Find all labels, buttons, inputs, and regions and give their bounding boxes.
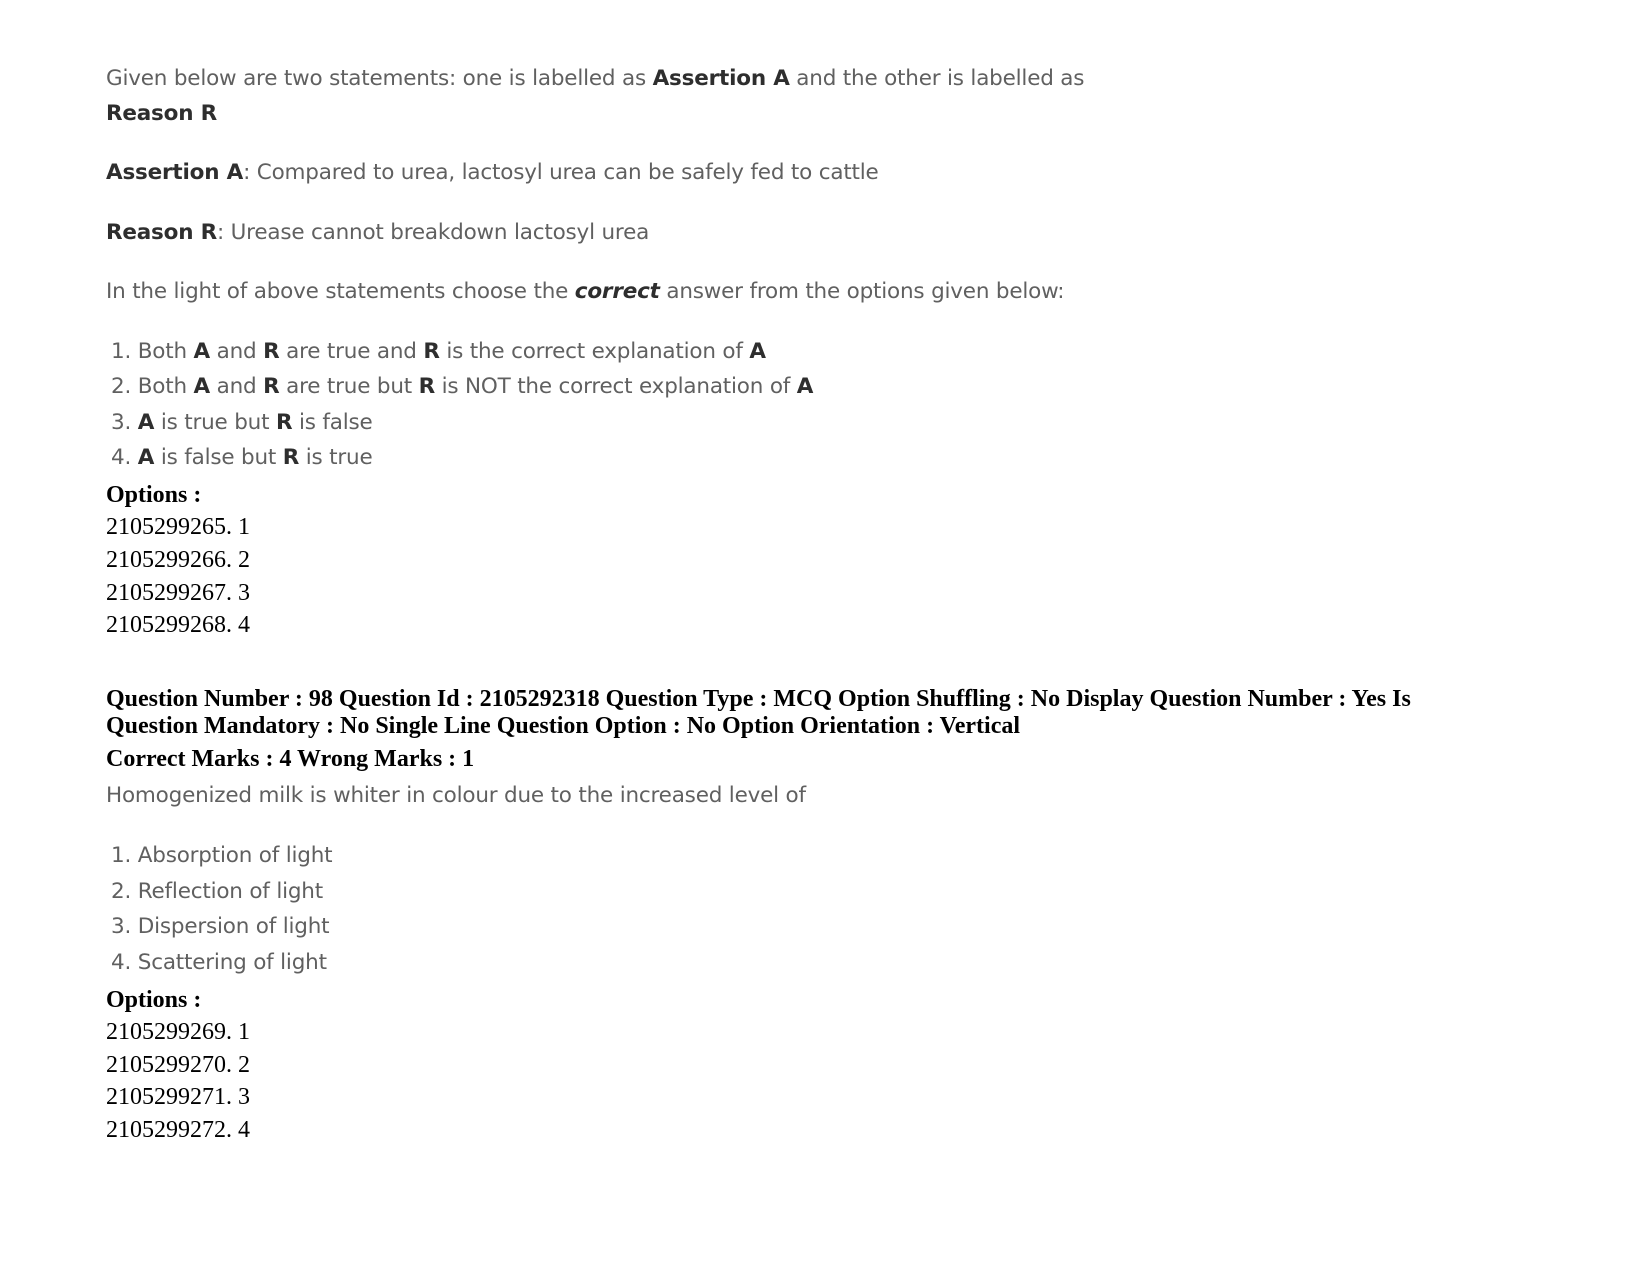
q97-option-1: 2105299265. 1 xyxy=(106,514,250,540)
q98-marks: Correct Marks : 4 Wrong Marks : 1 xyxy=(106,746,475,772)
q97-assertion-text: : Compared to urea, lactosyl urea can be safely fed to cattle xyxy=(243,160,879,185)
q97-instruction-text-end: answer from the options given below: xyxy=(659,279,1065,304)
q98-choice-1: 1. Absorption of light xyxy=(111,843,333,868)
q98-option-1: 2105299269. 1 xyxy=(106,1019,250,1045)
q97-intro-assertion: Assertion A xyxy=(652,66,790,91)
q97-choice-4: 4. A is false but R is true xyxy=(111,445,373,470)
q97-intro xyxy=(106,68,1084,90)
q97-instruction-emphasis: correct xyxy=(574,279,660,304)
q98-meta-line-2: Question Mandatory : No Single Line Question Option : No Option Orientation : Vertical xyxy=(106,713,1021,739)
q98-meta-line-1: Question Number : 98 Question Id : 2105292318 Question Type : MCQ Option Shuffling : No Display Question Number : Yes Is xyxy=(106,686,1411,712)
q98-choice-2: 2. Reflection of light xyxy=(111,879,323,904)
q97-choice-1: 1. Both A and R are true and R is the correct explanation of A xyxy=(111,339,766,364)
q98-question: Homogenized milk is whiter in colour due to the increased level of xyxy=(106,783,806,808)
q97-instruction xyxy=(106,281,1064,303)
q98-option-2: 2105299270. 2 xyxy=(106,1052,250,1078)
q97-intro-text: Given below are two statements: one is labelled as xyxy=(106,66,653,91)
q97-reason xyxy=(106,222,649,244)
q97-assertion xyxy=(106,162,879,184)
q98-choice-3: 3. Dispersion of light xyxy=(111,914,330,939)
q98-options-heading: Options : xyxy=(106,987,202,1013)
q97-reason-text: : Urease cannot breakdown lactosyl urea xyxy=(216,220,650,245)
q97-intro-reason: Reason R xyxy=(106,101,217,126)
q98-option-3: 2105299271. 3 xyxy=(106,1084,250,1110)
q97-choice-2: 2. Both A and R are true but R is NOT the correct explanation of A xyxy=(111,374,814,399)
q97-assertion-label: Assertion A xyxy=(106,160,244,185)
q97-option-2: 2105299266. 2 xyxy=(106,547,250,573)
q97-options-heading: Options : xyxy=(106,482,202,508)
q97-option-3: 2105299267. 3 xyxy=(106,580,250,606)
q97-intro-text-end: and the other is labelled as xyxy=(789,66,1085,91)
q98-option-4: 2105299272. 4 xyxy=(106,1117,250,1143)
q97-reason-label: Reason R xyxy=(106,220,217,245)
q97-intro-line2 xyxy=(106,103,217,125)
q97-choice-3: 3. A is true but R is false xyxy=(111,410,373,435)
q97-option-4: 2105299268. 4 xyxy=(106,612,250,638)
q98-choice-4: 4. Scattering of light xyxy=(111,950,327,975)
q97-instruction-text: In the light of above statements choose the xyxy=(106,279,575,304)
